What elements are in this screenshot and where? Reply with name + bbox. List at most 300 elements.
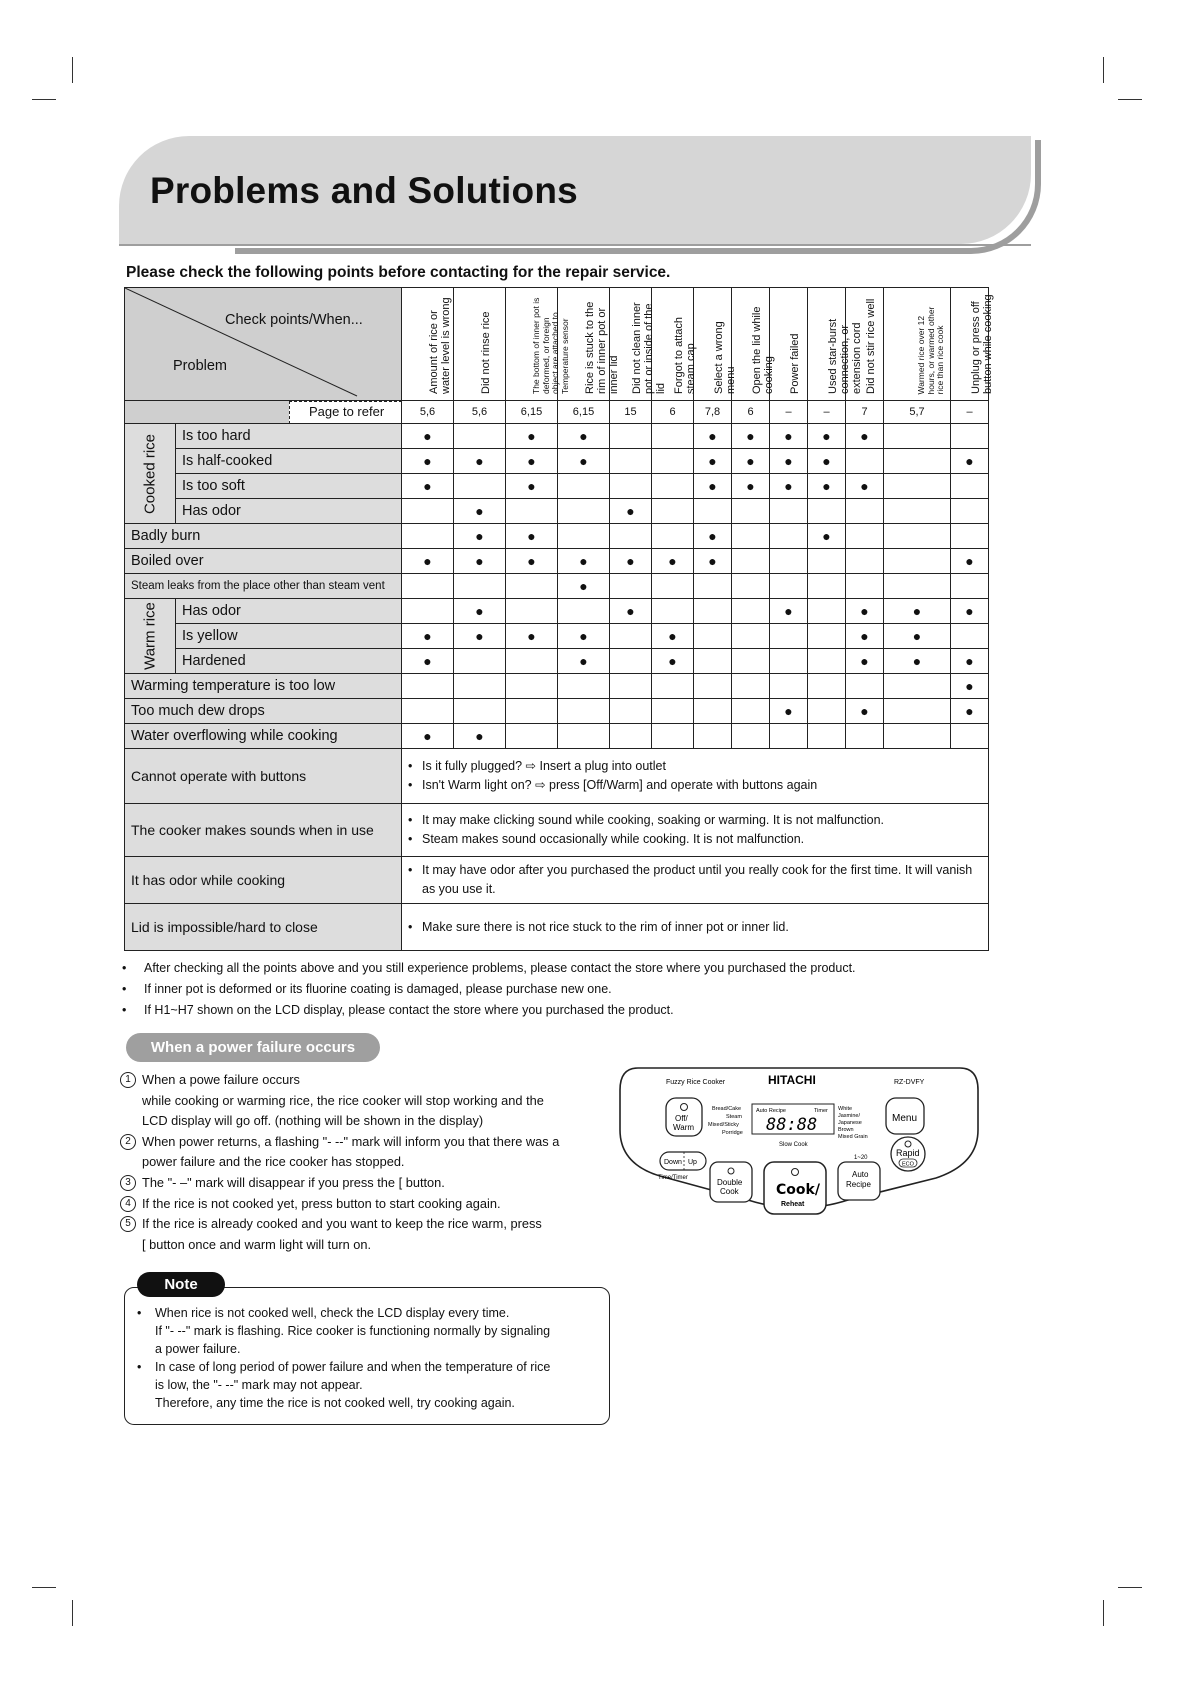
table-row	[125, 624, 989, 649]
column-label: Warmed rice over 12 hours, or warmed other rice than rice cook	[916, 306, 945, 394]
mark-dot: ●	[423, 428, 432, 444]
page-refer-cell: –	[808, 401, 846, 424]
mark-dot: ●	[965, 703, 974, 719]
column-header	[951, 288, 994, 401]
mark-cell	[770, 549, 808, 574]
mark-dot: ●	[475, 728, 484, 744]
mark-cell	[808, 499, 846, 524]
mark-cell	[694, 574, 732, 599]
problem-label: Hardened	[176, 649, 402, 674]
mark-cell	[846, 649, 884, 674]
mark-cell	[506, 699, 558, 724]
header-check-points: Check points/When...	[225, 312, 363, 328]
column-label: Forgot to attach steam cap	[672, 316, 697, 394]
brand-logo: HITACHI	[768, 1073, 816, 1087]
mark-cell	[558, 549, 610, 574]
column-label: Amount of rice or water level is wrong	[427, 297, 452, 394]
problem-label: Too much dew drops	[125, 699, 402, 724]
control-panel-illustration	[618, 1066, 980, 1244]
lcd-label-mixed-grain: Mixed Grain	[838, 1134, 868, 1140]
mark-dot: ●	[822, 428, 831, 444]
page-refer-cell: 5,6	[454, 401, 506, 424]
mark-cell	[558, 624, 610, 649]
group-cooked-cell	[125, 424, 176, 524]
mark-cell	[454, 549, 506, 574]
column-header	[506, 288, 569, 401]
mark-cell	[454, 424, 506, 449]
mark-cell	[558, 449, 610, 474]
reheat-label: Reheat	[781, 1201, 805, 1208]
mark-cell	[454, 624, 506, 649]
solution-problem: It has odor while cooking	[125, 857, 402, 904]
page-refer-cell: 5,6	[402, 401, 454, 424]
column-header	[808, 288, 863, 401]
mark-cell	[652, 524, 694, 549]
mark-cell	[454, 499, 506, 524]
problem-label: Warming temperature is too low	[125, 674, 402, 699]
mark-cell	[506, 524, 558, 549]
mark-cell	[610, 624, 652, 649]
page-refer-cell: 7	[846, 401, 884, 424]
mark-cell	[610, 649, 652, 674]
mark-cell	[454, 574, 506, 599]
solution-line-text: It may have odor after you purchased the product until you really cook for the first time. It will vanish as you use it.	[422, 863, 973, 896]
solution-row	[125, 749, 989, 804]
mark-cell	[506, 574, 558, 599]
down-label: Down	[664, 1159, 682, 1166]
mark-cell	[652, 724, 694, 749]
step-number-icon: 1	[120, 1072, 136, 1088]
mark-cell	[652, 424, 694, 449]
mark-cell	[610, 449, 652, 474]
mark-cell	[506, 424, 558, 449]
note-item: • If H1~H7 shown on the LCD display, please contact the store where you purchased the product.	[122, 1000, 856, 1021]
solution-problem: Cannot operate with buttons	[125, 749, 402, 804]
mark-cell	[402, 524, 454, 549]
page-refer-cell: 5,7	[884, 401, 951, 424]
mark-cell	[884, 574, 951, 599]
mark-dot: ●	[579, 578, 588, 594]
mark-dot: ●	[860, 428, 869, 444]
mark-dot: ●	[423, 453, 432, 469]
mark-dot: ●	[475, 503, 484, 519]
cook-label: Cook	[720, 1187, 739, 1196]
step-line: [ button once and warm light will turn on.	[142, 1236, 372, 1252]
mark-cell	[506, 624, 558, 649]
problems-table	[124, 287, 994, 951]
notes-list	[122, 958, 856, 1021]
crop-mark	[72, 57, 73, 83]
mark-cell	[694, 549, 732, 574]
bullet-icon: •	[408, 919, 413, 934]
mark-cell	[402, 574, 454, 599]
mark-cell	[694, 474, 732, 499]
mark-cell	[732, 649, 770, 674]
note-item: • If inner pot is deformed or its fluorine coating is damaged, please purchase new one.	[122, 979, 856, 1000]
mark-dot: ●	[784, 703, 793, 719]
column-header	[454, 288, 506, 401]
mark-cell	[402, 424, 454, 449]
crop-mark	[1103, 1600, 1104, 1626]
mark-cell	[402, 699, 454, 724]
mark-cell	[694, 724, 732, 749]
model-number: RZ-DVFY	[894, 1079, 925, 1086]
mark-dot: ●	[708, 428, 717, 444]
solution-line-text: Isn't Warm light on? ⇨ press [Off/Warm] and operate with buttons again	[422, 778, 818, 792]
solution-line	[408, 811, 982, 830]
lcd-timer: Timer	[814, 1108, 828, 1114]
mark-dot: ●	[579, 653, 588, 669]
column-header	[558, 288, 620, 401]
mark-cell	[732, 549, 770, 574]
mark-cell	[506, 449, 558, 474]
mark-cell	[506, 499, 558, 524]
solution-line	[408, 861, 982, 899]
mark-cell	[951, 674, 989, 699]
mark-dot: ●	[475, 528, 484, 544]
step-number-icon: 5	[120, 1216, 136, 1232]
mark-cell	[402, 474, 454, 499]
bullet-icon: •	[408, 863, 413, 877]
mark-dot: ●	[475, 453, 484, 469]
lcd-label-mixed: Mixed/Sticky	[708, 1122, 739, 1128]
mark-cell	[951, 699, 989, 724]
column-header	[846, 288, 884, 401]
column-header	[770, 288, 808, 401]
mark-cell	[558, 424, 610, 449]
page-refer-cell: –	[951, 401, 989, 424]
double-label: Double	[717, 1178, 743, 1187]
mark-cell	[884, 499, 951, 524]
mark-cell	[402, 549, 454, 574]
mark-cell	[558, 724, 610, 749]
problem-label: Is half-cooked	[176, 449, 402, 474]
group-label: Cooked rice	[141, 433, 159, 514]
mark-cell	[951, 574, 989, 599]
menu-label: Menu	[892, 1113, 918, 1124]
mark-cell	[884, 649, 951, 674]
table-row	[125, 499, 989, 524]
lcd-label-porridge: Porridge	[722, 1130, 743, 1136]
mark-cell	[884, 724, 951, 749]
crop-mark	[1118, 1587, 1142, 1588]
note-item: • After checking all the points above and you still experience problems, please contact the store where you purchased the product.	[122, 958, 856, 979]
solution-text-cell	[402, 857, 989, 904]
mark-cell	[846, 674, 884, 699]
step-line: When a powe failure occurs	[142, 1072, 300, 1087]
mark-cell	[770, 699, 808, 724]
step-item	[120, 1214, 640, 1255]
mark-dot: ●	[423, 553, 432, 569]
mark-cell	[770, 574, 808, 599]
problem-label: Is too hard	[176, 424, 402, 449]
column-label: Rice is stuck to the rim of inner pot or inner lid	[583, 301, 620, 394]
solution-line-text: Is it fully plugged? ⇨ Insert a plug into outlet	[422, 759, 666, 773]
step-line: The "- –" mark will disappear if you press the [ button.	[142, 1174, 445, 1190]
lcd-label-brown: Brown	[838, 1127, 854, 1133]
header-corner	[125, 288, 402, 401]
solution-row	[125, 857, 989, 904]
step-line: while cooking or warming rice, the rice cooker will stop working and the	[142, 1092, 544, 1108]
rapid-label: Rapid	[896, 1148, 920, 1158]
mark-cell	[558, 574, 610, 599]
mark-dot: ●	[965, 553, 974, 569]
mark-dot: ●	[423, 653, 432, 669]
solution-text-cell	[402, 749, 989, 804]
mark-dot: ●	[746, 453, 755, 469]
solution-line-text: It may make clicking sound while cooking, soaking or warming. It is not malfunction.	[422, 813, 885, 827]
mark-cell	[732, 674, 770, 699]
step-line: If the rice is not cooked yet, press button to start cooking again.	[142, 1195, 501, 1211]
table-row	[125, 599, 989, 624]
lcd-digits: 88:88	[766, 1115, 818, 1135]
page-refer-label-cell	[125, 401, 402, 424]
mark-cell	[770, 724, 808, 749]
page-refer-cell: 7,8	[694, 401, 732, 424]
page-refer-cell: 6	[732, 401, 770, 424]
table-row	[125, 724, 989, 749]
mark-cell	[770, 524, 808, 549]
mark-cell	[506, 724, 558, 749]
bullet-icon: •	[408, 832, 413, 846]
mark-dot: ●	[579, 553, 588, 569]
mark-dot: ●	[527, 478, 536, 494]
problem-label: Boiled over	[125, 549, 402, 574]
mark-cell	[732, 624, 770, 649]
mark-dot: ●	[784, 478, 793, 494]
mark-cell	[610, 699, 652, 724]
mark-cell	[402, 449, 454, 474]
step-item	[120, 1132, 640, 1173]
solution-problem: Lid is impossible/hard to close	[125, 904, 402, 951]
mark-cell	[732, 599, 770, 624]
mark-cell	[402, 724, 454, 749]
mark-cell	[770, 599, 808, 624]
mark-dot: ●	[423, 478, 432, 494]
mark-dot: ●	[527, 453, 536, 469]
table-row	[125, 649, 989, 674]
mark-cell	[884, 624, 951, 649]
mark-cell	[558, 674, 610, 699]
mark-dot: ●	[475, 553, 484, 569]
group-label: Warm rice	[141, 602, 159, 670]
step-line: When power returns, a flashing "- --" mark will inform you that there was a	[142, 1133, 560, 1149]
mark-dot: ●	[475, 603, 484, 619]
mark-dot: ●	[668, 653, 677, 669]
mark-cell	[770, 449, 808, 474]
column-header	[732, 288, 775, 401]
mark-dot: ●	[860, 653, 869, 669]
step-item	[120, 1070, 640, 1132]
mark-cell	[884, 549, 951, 574]
mark-cell	[610, 599, 652, 624]
lcd-label-japanese: Japanese	[838, 1120, 862, 1126]
mark-cell	[732, 424, 770, 449]
mark-cell	[808, 699, 846, 724]
page-refer-row	[125, 401, 989, 424]
mark-cell	[951, 474, 989, 499]
column-label: Used star-burst connection, or extension cord	[826, 318, 863, 394]
column-label: Did not clean inner pot or inside of the lid	[630, 302, 667, 394]
step-item	[120, 1194, 640, 1215]
mark-cell	[402, 649, 454, 674]
mark-cell	[558, 499, 610, 524]
group-warm-cell	[125, 599, 176, 674]
mark-cell	[694, 674, 732, 699]
note-line: If "- --" mark is flashing. Rice cooker is functioning normally by signaling	[155, 1324, 551, 1338]
mark-cell	[846, 599, 884, 624]
lcd-label-bread: Bread/Cake	[712, 1106, 742, 1112]
bullet-icon: •	[408, 759, 413, 773]
mark-cell	[951, 624, 989, 649]
mark-cell	[402, 674, 454, 699]
page-refer-cell: 15	[610, 401, 652, 424]
mark-dot: ●	[579, 628, 588, 644]
crop-mark	[72, 1600, 73, 1626]
mark-cell	[732, 474, 770, 499]
mark-cell	[694, 449, 732, 474]
step-line: LCD display will go off. (nothing will be shown in the display)	[142, 1113, 484, 1129]
mark-cell	[454, 449, 506, 474]
mark-cell	[884, 424, 951, 449]
mark-dot: ●	[860, 478, 869, 494]
column-label: Unplug or press off button while cooking	[969, 294, 994, 394]
column-header	[694, 288, 737, 401]
mark-cell	[652, 674, 694, 699]
mark-dot: ●	[626, 553, 635, 569]
mark-cell	[506, 599, 558, 624]
mark-dot: ●	[746, 428, 755, 444]
range-label: 1~20	[854, 1155, 868, 1161]
solution-line	[408, 830, 982, 849]
mark-cell	[808, 524, 846, 549]
mark-dot: ●	[912, 628, 922, 644]
solution-row	[125, 904, 989, 951]
mark-cell	[610, 724, 652, 749]
recipe-label: Recipe	[846, 1180, 871, 1189]
mark-dot: ●	[784, 453, 793, 469]
panel-label: Fuzzy Rice Cooker	[666, 1079, 726, 1086]
mark-cell	[652, 449, 694, 474]
mark-cell	[558, 649, 610, 674]
mark-cell	[652, 474, 694, 499]
solution-line-text: Make sure there is not rice stuck to the rim of inner pot or inner lid.	[422, 919, 789, 934]
eco-label: ECO	[902, 1161, 914, 1168]
mark-cell	[770, 674, 808, 699]
mark-dot: ●	[965, 678, 974, 694]
mark-cell	[884, 674, 951, 699]
mark-dot: ●	[708, 528, 717, 544]
mark-cell	[652, 649, 694, 674]
mark-cell	[951, 524, 989, 549]
column-label: Did not rinse rice	[479, 311, 492, 394]
mark-cell	[846, 524, 884, 549]
mark-cell	[846, 724, 884, 749]
mark-cell	[770, 649, 808, 674]
mark-cell	[884, 524, 951, 549]
mark-cell	[884, 599, 951, 624]
lcd-label-jasmine: Jasmine/	[838, 1113, 861, 1119]
mark-cell	[951, 649, 989, 674]
mark-cell	[506, 674, 558, 699]
mark-dot: ●	[784, 428, 793, 444]
problem-label: Has odor	[176, 599, 402, 624]
mark-cell	[652, 574, 694, 599]
bullet-icon: •	[408, 813, 413, 827]
mark-cell	[610, 499, 652, 524]
mark-cell	[454, 649, 506, 674]
mark-cell	[652, 549, 694, 574]
mark-cell	[558, 699, 610, 724]
mark-dot: ●	[527, 628, 536, 644]
lcd-slow-cook: Slow Cook	[779, 1142, 808, 1148]
mark-cell	[770, 474, 808, 499]
mark-cell	[732, 724, 770, 749]
mark-cell	[694, 499, 732, 524]
mark-cell	[808, 424, 846, 449]
mark-cell	[732, 574, 770, 599]
mark-cell	[846, 624, 884, 649]
page-refer-cell: 6	[652, 401, 694, 424]
mark-cell	[402, 499, 454, 524]
mark-cell	[558, 524, 610, 549]
bullet-icon: •	[408, 778, 413, 792]
up-label: Up	[688, 1159, 697, 1166]
mark-cell	[732, 449, 770, 474]
mark-cell	[770, 624, 808, 649]
mark-cell	[884, 699, 951, 724]
mark-cell	[454, 674, 506, 699]
mark-dot: ●	[822, 478, 831, 494]
mark-cell	[506, 474, 558, 499]
step-number-icon: 4	[120, 1196, 136, 1212]
column-header	[610, 288, 667, 401]
table-row	[125, 449, 989, 474]
mark-dot: ●	[708, 553, 717, 569]
mark-cell	[808, 649, 846, 674]
mark-cell	[506, 549, 558, 574]
mark-cell	[652, 599, 694, 624]
solution-line	[408, 757, 982, 776]
mark-cell	[951, 424, 989, 449]
solution-row	[125, 804, 989, 857]
mark-dot: ●	[668, 553, 677, 569]
mark-cell	[808, 549, 846, 574]
page-refer-cell: 6,15	[506, 401, 558, 424]
mark-cell	[732, 699, 770, 724]
mark-dot: ●	[708, 478, 717, 494]
mark-dot: ●	[912, 603, 922, 619]
mark-cell	[951, 549, 989, 574]
mark-dot: ●	[626, 603, 635, 619]
table-row	[125, 524, 989, 549]
mark-cell	[694, 624, 732, 649]
mark-dot: ●	[822, 528, 831, 544]
table-row	[125, 424, 989, 449]
mark-cell	[454, 524, 506, 549]
mark-cell	[770, 499, 808, 524]
mark-dot: ●	[965, 603, 974, 619]
mark-cell	[808, 574, 846, 599]
page-refer-cell: 6,15	[558, 401, 610, 424]
power-failure-heading: When a power failure occurs	[126, 1033, 380, 1062]
table-row	[125, 574, 989, 599]
problem-label: Water overflowing while cooking	[125, 724, 402, 749]
page-refer-cell: –	[770, 401, 808, 424]
column-label: The bottom of inner pot is deformed, or foreign object are attached to Temperature sensor	[530, 297, 569, 394]
column-label: Did not stir rice well	[864, 298, 877, 394]
step-line: If the rice is already cooked and you want to keep the rice warm, press	[142, 1216, 542, 1232]
